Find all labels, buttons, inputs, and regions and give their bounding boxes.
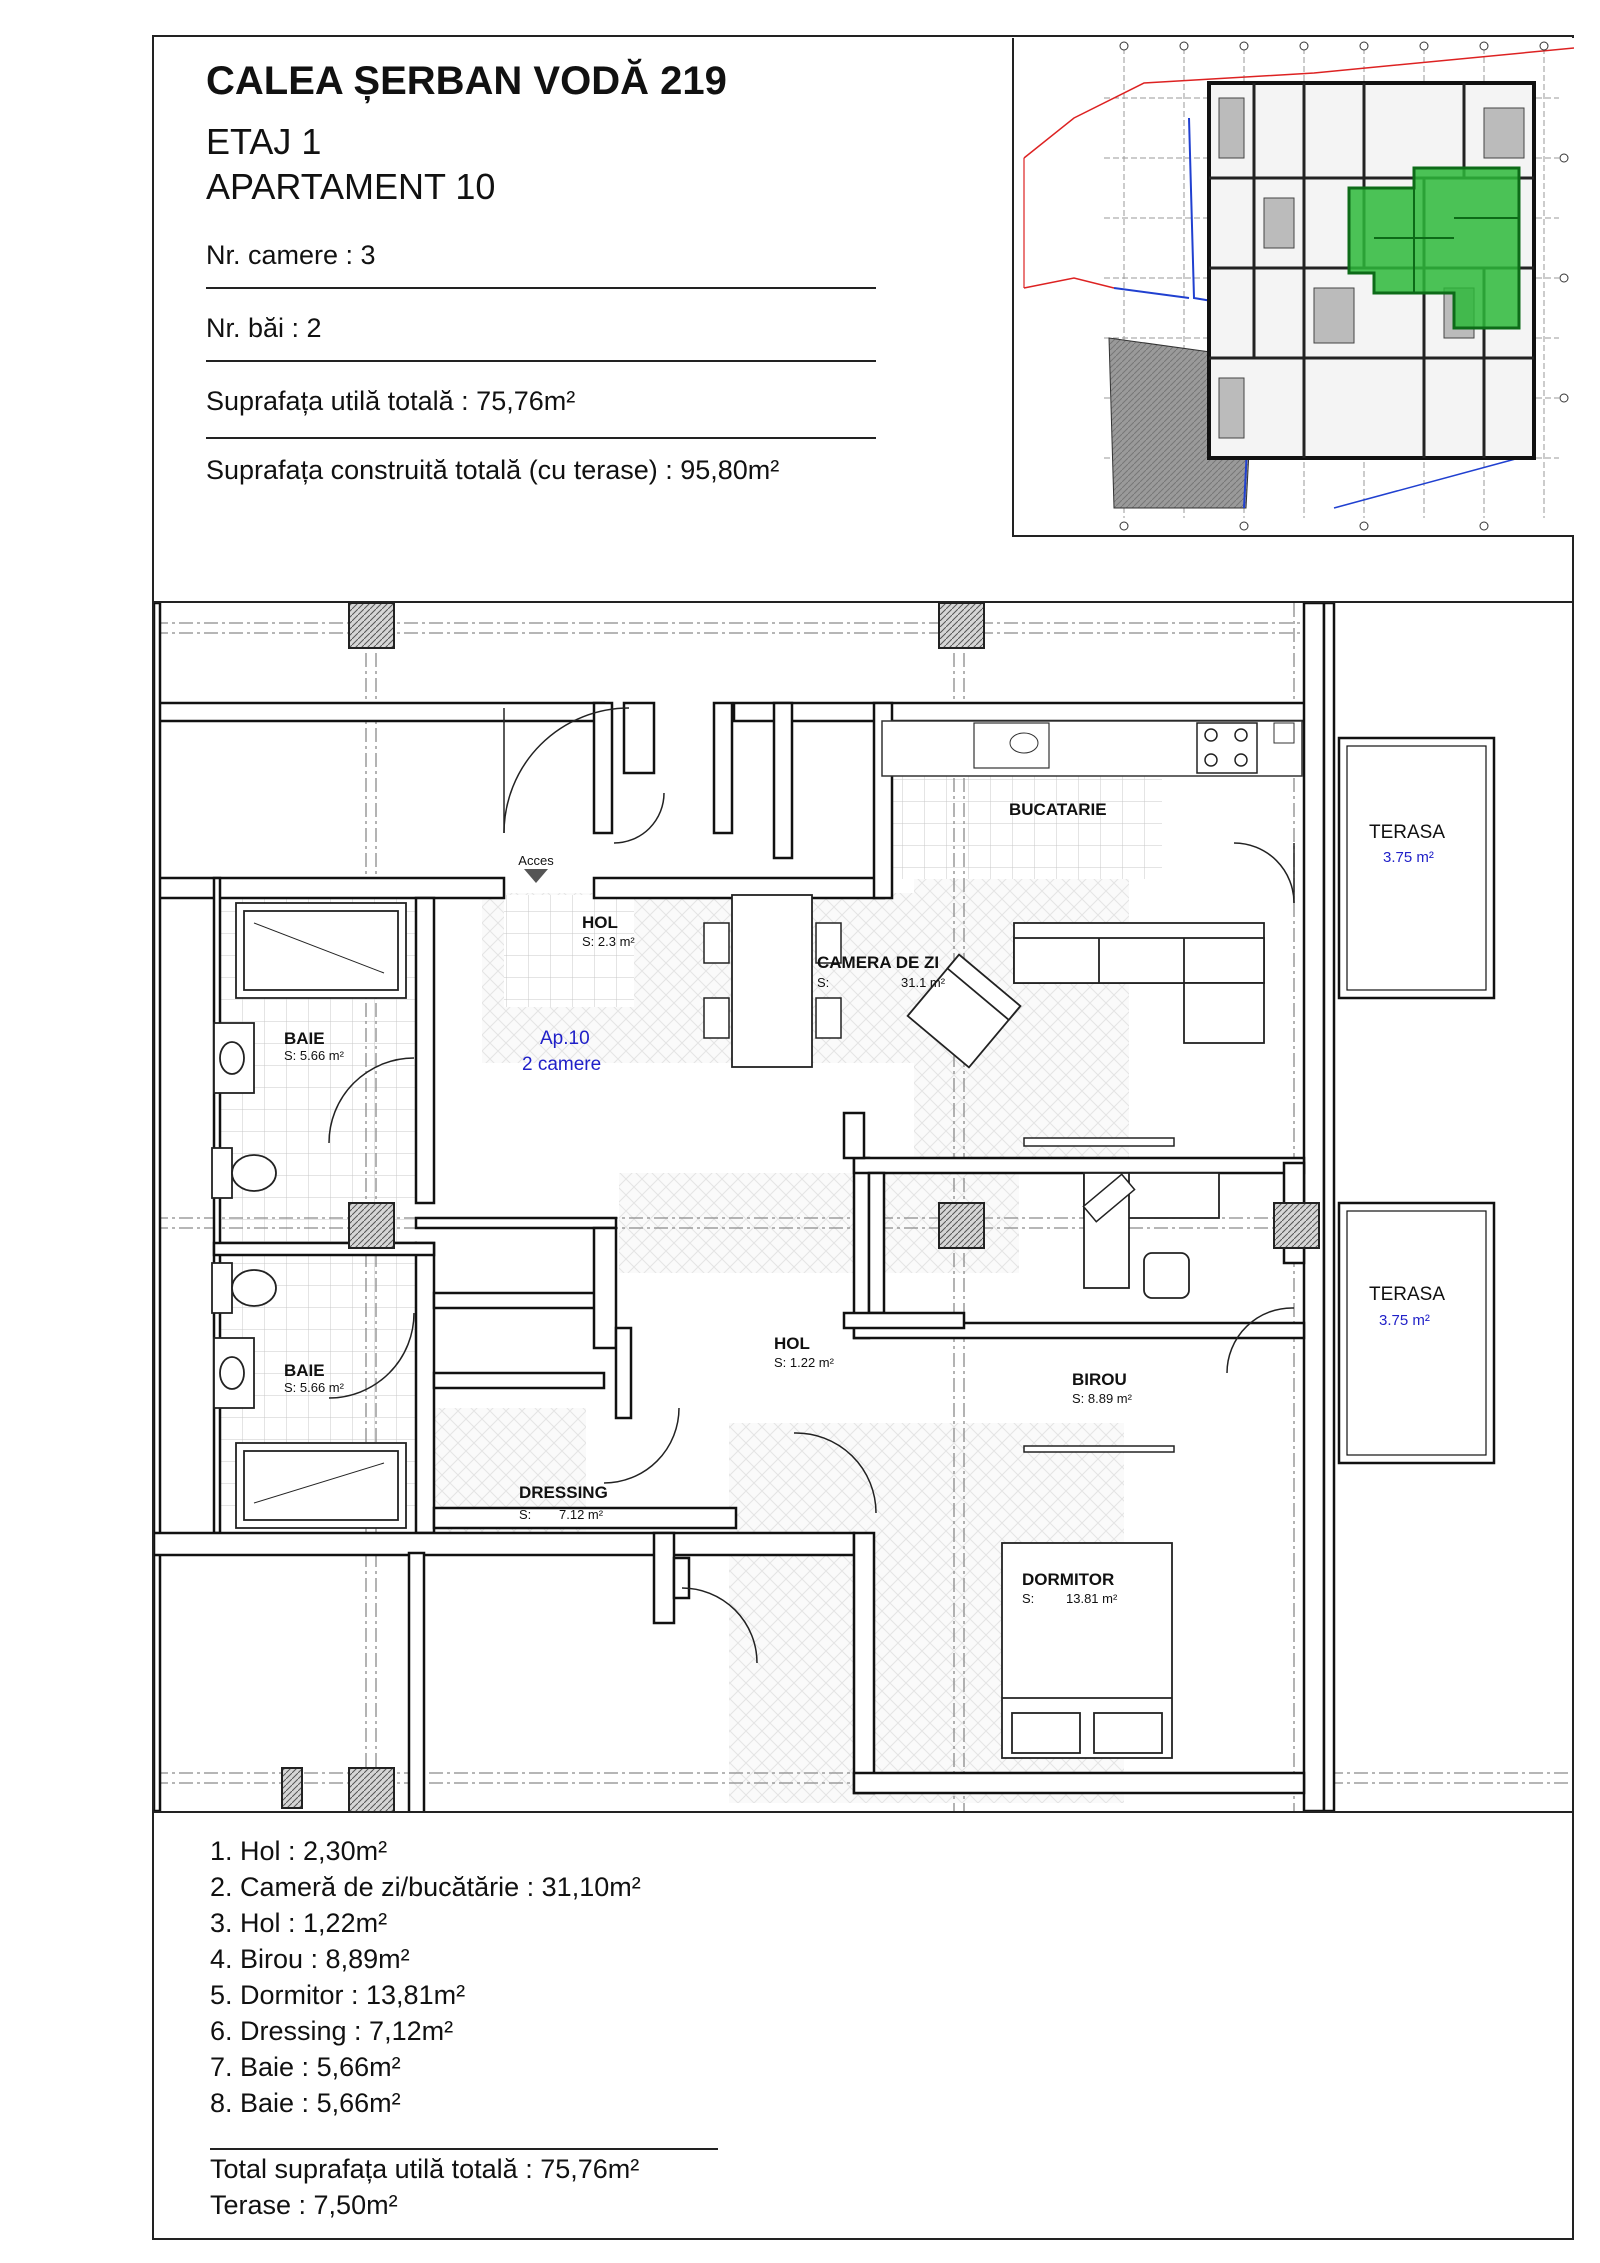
access-label: Acces bbox=[518, 853, 554, 868]
header-block bbox=[154, 37, 1572, 603]
bathtub bbox=[236, 1443, 406, 1528]
total-usable-area: Total suprafața utilă totală : 75,76m² bbox=[210, 2154, 640, 2184]
floor-label: ETAJ 1 bbox=[206, 121, 322, 162]
divider bbox=[206, 437, 876, 439]
terrace-1-name: TERASA bbox=[1369, 822, 1446, 843]
divider bbox=[206, 287, 876, 289]
room-hol-2-area: S: 1.22 m² bbox=[774, 1355, 834, 1370]
list-item: 5. Dormitor : 13,81m² bbox=[210, 1980, 466, 2010]
room-birou-area: S: 8.89 m² bbox=[1072, 1391, 1132, 1406]
toilet-icon bbox=[212, 1263, 232, 1313]
baths-count: Nr. băi : 2 bbox=[206, 313, 322, 343]
room-hol-1-name: HOL bbox=[582, 913, 618, 932]
room-baie-2-name: BAIE bbox=[284, 1361, 325, 1380]
room-baie-1-name: BAIE bbox=[284, 1029, 325, 1048]
divider bbox=[206, 360, 876, 362]
room-hol-1-area: S: 2.3 m² bbox=[582, 934, 635, 949]
room-dormitor-name: DORMITOR bbox=[1022, 1570, 1115, 1589]
terrace-1 bbox=[1339, 738, 1494, 998]
room-bucatarie-name: BUCATARIE bbox=[1009, 800, 1107, 819]
list-item: 3. Hol : 1,22m² bbox=[210, 1908, 388, 1938]
entry-arrow-icon bbox=[524, 869, 548, 883]
floor-plan bbox=[154, 601, 1572, 1813]
apartment-room-count: 2 camere bbox=[522, 1054, 602, 1075]
apartment-label: APARTAMENT 10 bbox=[206, 166, 496, 207]
key-plan-drawing bbox=[1014, 38, 1574, 535]
room-birou-name: BIROU bbox=[1072, 1370, 1127, 1389]
room-baie-2-area: S: 5.66 m² bbox=[284, 1380, 344, 1395]
site-key-plan bbox=[1012, 38, 1574, 537]
built-area: Suprafața construită totală (cu terase) : 95,80m² bbox=[206, 455, 780, 485]
total-terraces: Terase : 7,50m² bbox=[210, 2190, 398, 2220]
bathtub bbox=[236, 903, 406, 998]
totals-block bbox=[210, 2151, 639, 2223]
terrace-1-area: 3.75 m² bbox=[1383, 849, 1434, 866]
dining-table bbox=[732, 895, 812, 1067]
building-address: CALEA ȘERBAN VODĂ 219 bbox=[206, 59, 727, 103]
list-item: 4. Birou : 8,89m² bbox=[210, 1944, 410, 1974]
room-area-list bbox=[210, 1833, 641, 2121]
stove-icon bbox=[1197, 723, 1257, 773]
room-camera-zi-name: CAMERA DE ZI bbox=[817, 953, 940, 972]
terrace-2-area: 3.75 m² bbox=[1379, 1312, 1430, 1329]
terrace-2-name: TERASA bbox=[1369, 1284, 1446, 1305]
list-item: 7. Baie : 5,66m² bbox=[210, 2052, 401, 2082]
list-item: 2. Cameră de zi/bucătărie : 31,10m² bbox=[210, 1872, 641, 1902]
list-item: 6. Dressing : 7,12m² bbox=[210, 2016, 454, 2046]
room-dressing-prefix: S: bbox=[519, 1507, 532, 1522]
room-dormitor-area: 13.81 m² bbox=[1066, 1591, 1118, 1606]
room-dressing-name: DRESSING bbox=[519, 1483, 608, 1502]
room-camera-zi-area: 31.1 m² bbox=[901, 975, 946, 990]
terrace-2 bbox=[1339, 1203, 1494, 1463]
room-dormitor-prefix: S: bbox=[1022, 1591, 1035, 1606]
list-item: 1. Hol : 2,30m² bbox=[210, 1836, 388, 1866]
floor-plan-drawing bbox=[154, 603, 1572, 1811]
divider bbox=[210, 2148, 718, 2150]
list-item: 8. Baie : 5,66m² bbox=[210, 2088, 401, 2118]
room-hol-2-name: HOL bbox=[774, 1334, 810, 1353]
toilet-icon bbox=[212, 1148, 232, 1198]
room-camera-zi-prefix: S: bbox=[817, 975, 830, 990]
usable-area: Suprafața utilă totală : 75,76m² bbox=[206, 386, 576, 416]
apartment-number: Ap.10 bbox=[540, 1028, 590, 1049]
room-dressing-area: 7.12 m² bbox=[559, 1507, 604, 1522]
room-baie-1-area: S: 5.66 m² bbox=[284, 1048, 344, 1063]
rooms-count: Nr. camere : 3 bbox=[206, 240, 376, 270]
plan-sheet bbox=[152, 35, 1574, 2240]
